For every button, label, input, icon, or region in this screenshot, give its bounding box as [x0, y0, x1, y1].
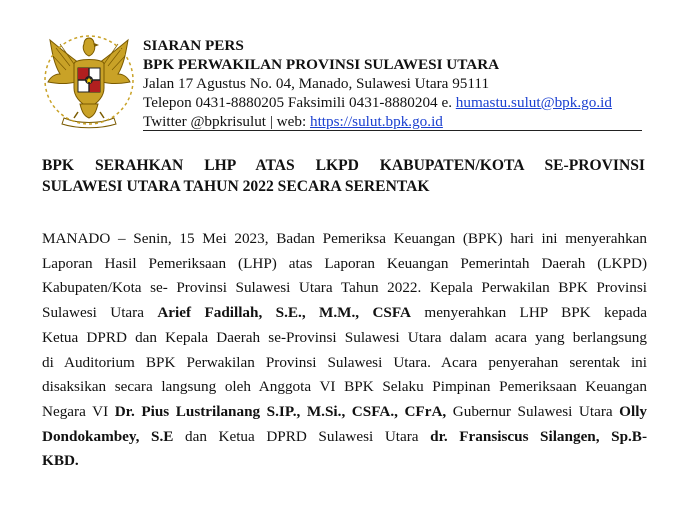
- letterhead: [143, 36, 653, 131]
- website-link[interactable]: https://sulut.bpk.go.id: [309, 113, 443, 130]
- body-line: Laporan Hasil Pemeriksaan (LHP) atas Laporan Keuangan Pemerintah Daerah (LKPD): [42, 254, 647, 272]
- official-name: Dr. Pius Lustrilanang S.IP., M.Si., CSFA., CFrA,: [114, 402, 447, 420]
- contact-line: [143, 93, 653, 112]
- body-line: disaksikan secara langsung oleh Anggota VI BPK Selaku Pimpinan Pemeriksaan Keuangan: [42, 378, 647, 396]
- body-text: dan Ketua DPRD Sulawesi Utara: [185, 427, 419, 445]
- body-text: menyerahkan LHP BPK kepada: [424, 304, 648, 322]
- official-name: dr. Fransiscus Silangen, Sp.B-: [430, 427, 647, 445]
- body-text: Gubernur Sulawesi Utara: [452, 402, 613, 420]
- garuda-emblem-icon: [44, 30, 134, 130]
- body-line: Kabupaten/Kota se- Provinsi Sulawesi Utara Tahun 2022. Kepala Perwakilan BPK Provinsi: [42, 279, 647, 297]
- twitter-text: Twitter @bpkrisulut | web:: [143, 113, 307, 130]
- headline: [42, 155, 645, 197]
- body-line: [42, 449, 647, 474]
- body-paragraph: [42, 227, 647, 474]
- headline-line-1: BPK SERAHKAN LHP ATAS LKPD KABUPATEN/KOTA SE-PROVINSI: [42, 157, 645, 174]
- office-address: Jalan 17 Agustus No. 04, Manado, Sulawesi Utara 95111: [143, 75, 490, 92]
- body-text: Negara VI: [42, 402, 109, 420]
- body-line: [42, 425, 647, 450]
- phone-fax-text: Telepon 0431-8880205 Faksimili 0431-8880204 e.: [143, 94, 452, 111]
- press-release-title: SIARAN PERS: [143, 37, 244, 54]
- body-line: MANADO – Senin, 15 Mei 2023, Badan Pemeriksa Keuangan (BPK) hari ini menyerahkan: [42, 230, 647, 247]
- official-name: KBD.: [42, 452, 79, 470]
- body-line: di Auditorium BPK Perwakilan Provinsi Sulawesi Utara. Acara penyerahan serentak ini: [42, 353, 647, 371]
- body-text: Sulawesi Utara: [42, 304, 144, 322]
- body-line: [42, 400, 647, 425]
- body-line: Ketua DPRD dan Kepala Daerah se-Provinsi Sulawesi Utara dalam acara yang berlangsung: [42, 328, 647, 346]
- official-name: Arief Fadillah, S.E., M.M., CSFA: [157, 304, 411, 322]
- body-line: [42, 301, 647, 326]
- letterhead-divider: [143, 130, 642, 131]
- official-name: Olly: [619, 402, 648, 420]
- official-name: Dondokambey, S.E: [42, 427, 174, 445]
- social-line: [143, 112, 653, 131]
- email-link[interactable]: humastu.sulut@bpk.go.id: [455, 94, 612, 111]
- office-name: BPK PERWAKILAN PROVINSI SULAWESI UTARA: [143, 56, 500, 73]
- headline-line-2: SULAWESI UTARA TAHUN 2022 SECARA SERENTAK: [42, 178, 430, 195]
